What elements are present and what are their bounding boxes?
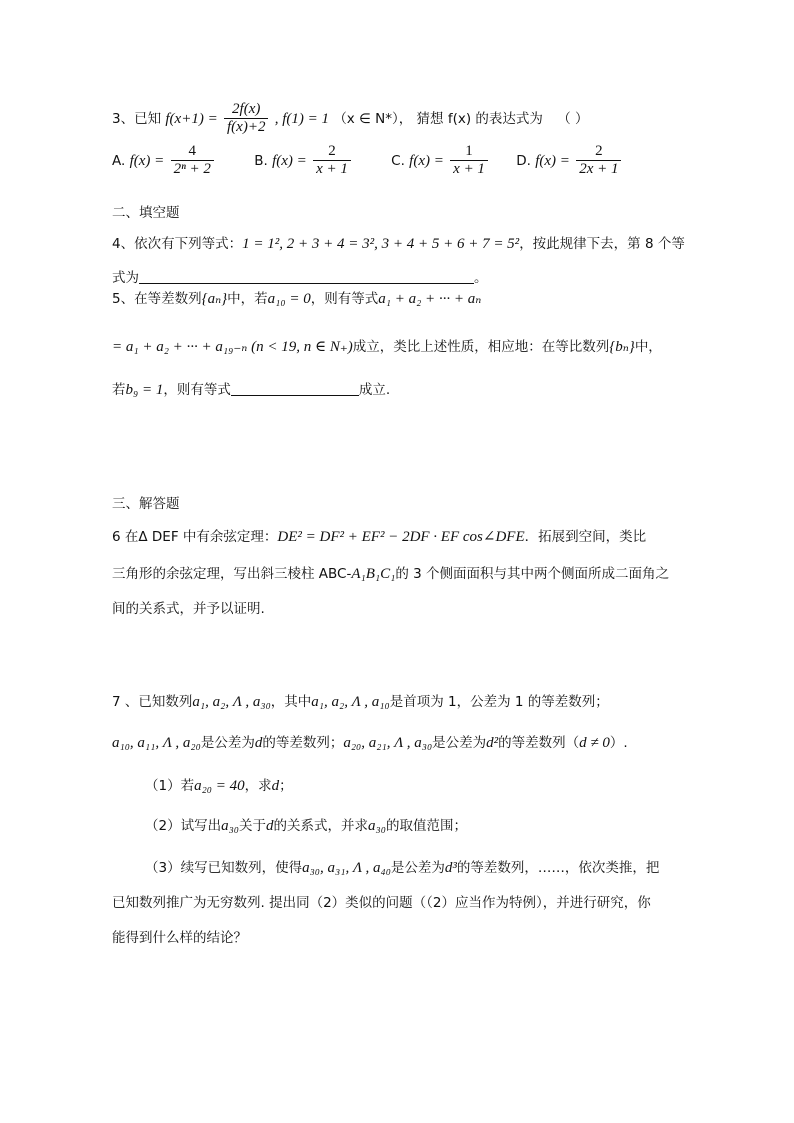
q5-answer-blank[interactable]	[231, 382, 359, 396]
q3-option-a: A. f(x) = $\frac{4}{\text{2ⁿ + 2}}$	[112, 153, 220, 169]
q3-lhs: f(x+1) =	[165, 110, 218, 127]
q5-line1: 5、在等差数列{aₙ}中，若a₁₀ = 0，则有等式a₁ + a₂ + ··· + aₙ	[112, 291, 482, 307]
q7-part1: （1）若a₂₀ = 40，求d；	[145, 778, 293, 794]
q3-options	[112, 143, 623, 179]
q5-line3: 若b₉ = 1，则有等式 成立.	[112, 382, 391, 398]
q4-line2: 式为 。	[112, 270, 488, 286]
q7-part3-line2: 已知数列推广为无穷数列. 提出同（2）类似的问题（（2）应当作为特例），并进行研究，你	[112, 895, 651, 911]
q5-sum-left: a₁ + a₂ + ··· + aₙ	[378, 291, 482, 307]
q4-equations: 1 = 1², 2 + 3 + 4 = 3², 3 + 4 + 5 + 6 + 7 = 5²	[242, 236, 520, 252]
q3-option-d: D. f(x) = $\frac{2}{2x + 1}$	[516, 153, 623, 169]
q7-part3: （3）续写已知数列，使得a₃₀, a₃₁, Λ , a₄₀是公差为d³的等差数列，……，依次类推，把	[145, 860, 660, 876]
q5-line2: = a₁ + a₂ + ··· + a₁₉₋ₙ (n < 19, n ∈ N₊)成立，类比上述性质，相应地：在等比数列{bₙ}中，	[112, 339, 662, 355]
q4-line1: 4、依次有下列等式：1 = 1², 2 + 3 + 4 = 3², 3 + 4 + 5 + 6 + 7 = 5²，按此规律下去，第 8 个等	[112, 236, 685, 252]
q3-number: 3、已知	[112, 110, 162, 127]
q3-condition: , f(1) = 1	[274, 110, 330, 127]
q6-cosine-law: DE² = DF² + EF² − 2DF · EF cos∠DFE	[277, 529, 525, 545]
q6-line2: 三角形的余弦定理，写出斜三棱柱 ABC-A₁B₁C₁的 3 个侧面面积与其中两个侧面所成二面角之	[112, 566, 670, 582]
q3-prompt: 猜想 f(x) 的表达式为	[416, 110, 543, 127]
q3-answer-paren: （ ）	[557, 110, 589, 127]
q3-numerator: 2f(x)	[224, 101, 268, 119]
q7-line1: 7 、已知数列a₁, a₂, Λ , a₃₀，其中a₁, a₂, Λ , a₁₀是首项为 1，公差为 1 的等差数列；	[112, 694, 609, 710]
q5-sum-right: = a₁ + a₂ + ··· + a₁₉₋ₙ (n < 19, n ∈ N₊)	[112, 339, 353, 355]
q3-domain: （x ∈ N*），	[333, 110, 413, 127]
q7-part3-line3: 能得到什么样的结论？	[112, 930, 247, 946]
q7-part2: （2）试写出a₃₀关于d的关系式，并求a₃₀的取值范围；	[145, 818, 467, 834]
q3-stem	[112, 101, 589, 137]
q3-denominator: f(x)+2	[227, 119, 266, 136]
q4-answer-blank[interactable]	[139, 270, 474, 284]
q6-line3: 间的关系式，并予以证明.	[112, 601, 265, 617]
q3-fraction	[224, 101, 268, 137]
section-fill-in-heading: 二、填空题	[112, 205, 180, 221]
q6-line1: 6 在Δ DEF 中有余弦定理：DE² = DF² + EF² − 2DF · EF cos∠DFE．拓展到空间，类比	[112, 529, 647, 545]
q3-option-c: C. f(x) = $\frac{1}{x + 1}$	[391, 153, 494, 169]
section-solution-heading: 三、解答题	[112, 496, 180, 512]
q3-option-b: B. f(x) = $\frac{2}{x + 1}$	[254, 153, 357, 169]
q7-line2: a₁₀, a₁₁, Λ , a₂₀是公差为d的等差数列；a₂₀, a₂₁, Λ , a₃₀是公差为d²的等差数列（d ≠ 0）.	[112, 735, 628, 751]
